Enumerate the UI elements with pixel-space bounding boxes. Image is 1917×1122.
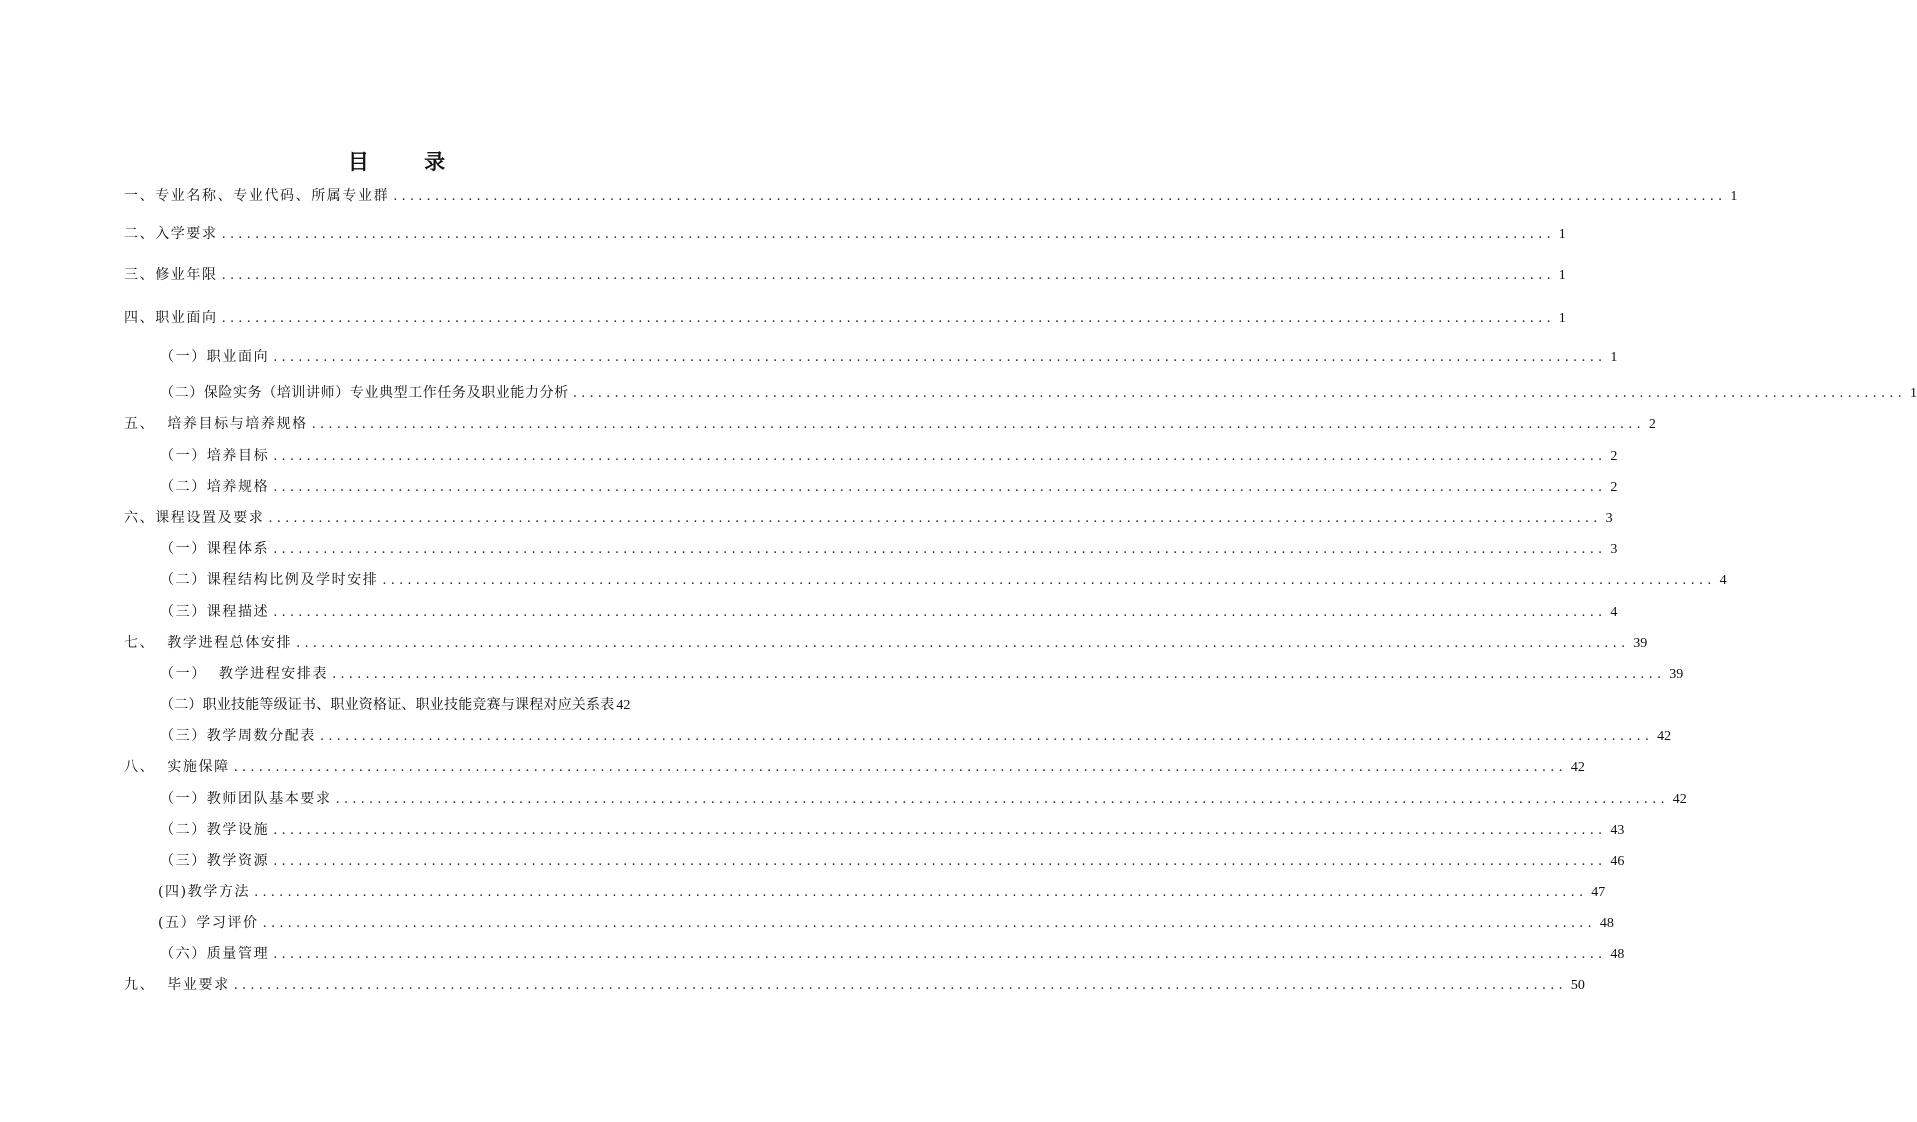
toc-entry-page: 4 bbox=[1719, 573, 1727, 588]
toc-entry-label: （三）教学周数分配表 bbox=[160, 728, 316, 744]
toc-entry-label: （二）教学设施 bbox=[160, 822, 270, 838]
toc-entry-page: 2 bbox=[1610, 449, 1618, 464]
toc-entry[interactable] bbox=[160, 945, 1625, 964]
toc-leader-dots: ................................................................................................................................................................ bbox=[382, 573, 1716, 588]
toc-entry-page: 43 bbox=[1610, 823, 1625, 838]
toc-entry-page: 1 bbox=[1558, 311, 1566, 326]
toc-entry-page: 39 bbox=[1669, 667, 1684, 682]
toc-entry-label: （一） 教学进程安排表 bbox=[160, 666, 329, 682]
toc-entry[interactable] bbox=[158, 883, 1606, 902]
toc-entry-page: 3 bbox=[1605, 511, 1613, 526]
toc-entry-page: 42 bbox=[1672, 792, 1687, 807]
toc-entry-page: 47 bbox=[1591, 885, 1606, 900]
toc-entry-label: （二）保险实务（培训讲师）专业典型工作任务及职业能力分析 bbox=[160, 385, 569, 401]
toc-entry-label: (四)教学方法 bbox=[158, 884, 251, 900]
toc-entry-label: （二）课程结构比例及学时安排 bbox=[160, 572, 379, 588]
toc-entry[interactable] bbox=[160, 821, 1625, 840]
toc-leader-dots: ................................................................................................................................................................ bbox=[296, 636, 1630, 651]
toc-entry[interactable] bbox=[124, 225, 1566, 244]
toc-entry-page: 2 bbox=[1610, 480, 1618, 495]
toc-entry-label: (五）学习评价 bbox=[158, 915, 259, 931]
toc-entry-label: （一）职业面向 bbox=[160, 349, 270, 365]
toc-entry-page: 1 bbox=[1909, 386, 1917, 401]
toc-entry[interactable] bbox=[160, 540, 1618, 559]
toc-leader-dots: ................................................................................................................................................................ bbox=[273, 605, 1607, 620]
toc-leader-dots: ................................................................................................................................................................ bbox=[273, 449, 1607, 464]
toc-entry[interactable] bbox=[160, 790, 1687, 809]
toc-entry-page: 4 bbox=[1610, 605, 1618, 620]
toc-entry-page: 2 bbox=[1648, 417, 1656, 432]
toc-leader-dots: ................................................................................................................................................................ bbox=[273, 350, 1607, 365]
toc-entry[interactable] bbox=[160, 384, 1917, 403]
toc-entry-page: 1 bbox=[1558, 268, 1566, 283]
toc-entry[interactable] bbox=[124, 976, 1585, 995]
toc-leader-dots: ................................................................................................................................................................ bbox=[268, 511, 1602, 526]
toc-entry[interactable] bbox=[160, 447, 1618, 466]
toc-entry-label: （二）培养规格 bbox=[160, 479, 270, 495]
toc-entry[interactable] bbox=[160, 665, 1684, 684]
toc-entry-label: 九、 毕业要求 bbox=[124, 977, 230, 993]
toc-leader-dots: ................................................................................................................................................................ bbox=[572, 386, 1906, 401]
toc-entry[interactable] bbox=[124, 509, 1613, 528]
toc-entry[interactable] bbox=[160, 478, 1618, 497]
toc-entry-page: 39 bbox=[1633, 636, 1648, 651]
toc-leader-dots: ................................................................................................................................................................ bbox=[233, 760, 1567, 775]
toc-entry-page: 1 bbox=[1558, 227, 1566, 242]
toc-entry[interactable] bbox=[124, 309, 1566, 328]
toc-leader-dots: ................................................................................................................................................................ bbox=[273, 480, 1607, 495]
toc-entry-label: （三）教学资源 bbox=[160, 853, 270, 869]
toc-entry-page: 42 bbox=[616, 698, 631, 713]
toc-leader-dots: ................................................................................................................................................................ bbox=[335, 792, 1669, 807]
toc-entry-label: （六）质量管理 bbox=[160, 946, 270, 962]
toc-entry-label: 六、课程设置及要求 bbox=[124, 510, 265, 526]
toc-leader-dots: ................................................................................................................................................................ bbox=[254, 885, 1588, 900]
toc-leader-dots: ................................................................................................................................................................ bbox=[320, 729, 1654, 744]
toc-entry-label: （一）教师团队基本要求 bbox=[160, 791, 332, 807]
toc-entry-label: 一、专业名称、专业代码、所属专业群 bbox=[124, 188, 390, 204]
toc-entry-label: 四、职业面向 bbox=[124, 310, 218, 326]
toc-entry[interactable] bbox=[160, 603, 1618, 622]
toc-entry[interactable] bbox=[158, 914, 1614, 933]
toc-entry[interactable] bbox=[160, 571, 1727, 590]
toc-entry-page: 48 bbox=[1610, 947, 1625, 962]
toc-leader-dots: ................................................................................................................................................................ bbox=[273, 542, 1607, 557]
toc-entry-label: 五、 培养目标与培养规格 bbox=[124, 416, 308, 432]
toc-title: 目 录 bbox=[347, 149, 470, 174]
toc-entry-page: 1 bbox=[1730, 189, 1738, 204]
toc-entry-page: 3 bbox=[1610, 542, 1618, 557]
toc-entry[interactable] bbox=[124, 634, 1648, 653]
toc-entry-page: 48 bbox=[1599, 916, 1614, 931]
toc-entry-page: 42 bbox=[1657, 729, 1672, 744]
toc-leader-dots: ................................................................................................................................................................ bbox=[393, 189, 1727, 204]
toc-entry[interactable] bbox=[160, 852, 1625, 871]
toc-entry-label: 三、修业年限 bbox=[124, 267, 218, 283]
toc-entry[interactable] bbox=[124, 187, 1738, 206]
toc-entry-label: 八、 实施保障 bbox=[124, 759, 230, 775]
toc-entry[interactable] bbox=[160, 348, 1618, 367]
toc-entry[interactable] bbox=[160, 696, 687, 715]
toc-leader-dots: ................................................................................................................................................................ bbox=[332, 667, 1666, 682]
toc-entry-page: 1 bbox=[1610, 350, 1618, 365]
toc-leader-dots: ................................................................................................................................................................ bbox=[273, 854, 1607, 869]
toc-leader-dots: ................................................................................................................................................................ bbox=[311, 417, 1645, 432]
toc-entry-page: 50 bbox=[1570, 978, 1585, 993]
toc-leader-dots: ................................................................................................................................................................ bbox=[273, 947, 1607, 962]
toc-entry-label: 七、 教学进程总体安排 bbox=[124, 635, 293, 651]
toc-entry-page: 46 bbox=[1610, 854, 1625, 869]
toc-entry-label: （一）课程体系 bbox=[160, 541, 270, 557]
toc-entry[interactable] bbox=[124, 415, 1656, 434]
toc-entry[interactable] bbox=[160, 727, 1672, 746]
toc-entry-page: 42 bbox=[1570, 760, 1585, 775]
toc-leader-dots: ................................................................................................................................................................ bbox=[273, 823, 1607, 838]
toc-entry-label: （一）培养目标 bbox=[160, 448, 270, 464]
toc-entry-label: 二、入学要求 bbox=[124, 226, 218, 242]
toc-leader-dots: ................................................................................................................................................................ bbox=[221, 227, 1555, 242]
toc-entry[interactable] bbox=[124, 758, 1585, 777]
toc-entry-label: （三）课程描述 bbox=[160, 604, 270, 620]
toc-leader-dots: ................................................................................................................................................................ bbox=[233, 978, 1567, 993]
toc-leader-dots: ................................................................................................................................................................ bbox=[221, 268, 1555, 283]
toc-leader-dots: ................................................................................................................................................................ bbox=[262, 916, 1596, 931]
toc-entry-label: （二）职业技能等级证书、职业资格证、职业技能竞赛与课程对应关系表 bbox=[160, 697, 615, 713]
toc-entry[interactable] bbox=[124, 266, 1566, 285]
toc-leader-dots: ................................................................................................................................................................ bbox=[221, 311, 1555, 326]
